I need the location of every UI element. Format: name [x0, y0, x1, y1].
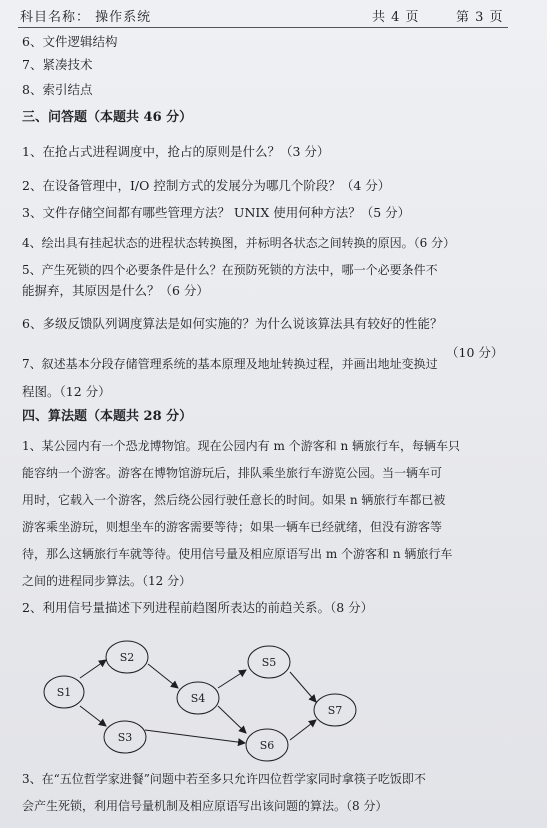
- edge-s6-s7: [290, 720, 316, 740]
- question-1: 1、在抢占式进程调度中，抢占的原则是什么？（3 分）: [22, 144, 330, 159]
- algo-3-line-2: 会产生死锁，利用信号量机制及相应原语写出该问题的算法。（8 分）: [22, 799, 388, 813]
- precedence-graph: [0, 620, 547, 770]
- edge-s4-s5: [218, 670, 246, 688]
- edge-s5-s7: [290, 672, 316, 702]
- question-4: 4、绘出具有挂起状态的进程状态转换图，并标明各状态之间转换的原因。（6 分）: [22, 236, 456, 250]
- term-item-8: 8、索引结点: [22, 82, 93, 97]
- question-7-line-1: 7、叙述基本分段存储管理系统的基本原理及地址转换过程，并画出地址变换过: [22, 357, 438, 371]
- algo-1-line-4: 游客乘坐游玩，则想坐车的游客需要等待；如果一辆车已经就绪，但没有游客等: [22, 520, 443, 534]
- edge-s1-s2: [80, 660, 106, 678]
- section-4-title: 四、算法题（本题共 28 分）: [22, 409, 193, 424]
- node-s4-label: S4: [190, 692, 206, 705]
- algo-1-line-3: 用时，它载入一个游客，然后绕公园行驶任意长的时间。如果 n 辆旅行车都已被: [22, 493, 446, 507]
- algo-1-line-2: 能容纳一个游客。游客在博物馆游玩后，排队乘坐旅行车游览公园。当一辆车可: [22, 466, 443, 480]
- edge-s4-s6: [218, 706, 246, 733]
- subject-name: 科目名称： 操作系统: [20, 10, 152, 25]
- question-5-line-1: 5、产生死锁的四个必要条件是什么？在预防死锁的方法中，哪一个必要条件不: [22, 263, 438, 277]
- header-rule: [18, 27, 508, 28]
- algo-1-line-6: 之间的进程同步算法。（12 分）: [22, 574, 192, 588]
- page-header: [0, 0, 547, 30]
- edge-s1-s3: [80, 706, 106, 726]
- total-pages: 共 4 页: [372, 10, 420, 25]
- algo-1-line-1: 1、某公园内有一个恐龙博物馆。现在公园内有 m 个游客和 n 辆旅行车，每辆车只: [22, 439, 461, 453]
- question-3: 3、文件存储空间都有哪些管理方法？ UNIX 使用何种方法？（5 分）: [22, 205, 411, 220]
- section-3-title: 三、问答题（本题共 46 分）: [22, 110, 193, 125]
- node-s1-label: S1: [56, 686, 72, 699]
- algo-1-line-5: 待，那么这辆旅行车就等待。使用信号量及相应原语写出 m 个游客和 n 辆旅行车: [22, 547, 453, 561]
- node-s6-label: S6: [259, 739, 275, 752]
- node-s7-label: S7: [327, 704, 343, 717]
- question-7-line-2: 程图。（12 分）: [22, 384, 111, 399]
- term-item-7: 7、紧凑技术: [22, 57, 93, 72]
- question-5-line-2: 能摒弃，其原因是什么？（6 分）: [22, 283, 209, 298]
- question-6-score: （10 分）: [446, 345, 504, 360]
- node-s5-label: S5: [261, 656, 277, 669]
- algo-2: 2、利用信号量描述下列进程前趋图所表达的前趋关系。（8 分）: [22, 600, 374, 615]
- edge-s3-s6: [145, 730, 245, 743]
- node-s2-label: S2: [119, 651, 135, 664]
- question-2: 2、在设备管理中，I/O 控制方式的发展分为哪几个阶段？（4 分）: [22, 178, 391, 193]
- question-6-line-1: 6、多级反馈队列调度算法是如何实施的？为什么说该算法具有较好的性能？: [22, 316, 443, 331]
- current-page: 第 3 页: [456, 10, 504, 25]
- term-item-6: 6、文件逻辑结构: [22, 34, 118, 49]
- node-s3-label: S3: [117, 731, 133, 744]
- algo-3-line-1: 3、在“五位哲学家进餐”问题中若至多只允许四位哲学家同时拿筷子吃饭即不: [22, 772, 426, 786]
- edge-s2-s4: [148, 664, 178, 688]
